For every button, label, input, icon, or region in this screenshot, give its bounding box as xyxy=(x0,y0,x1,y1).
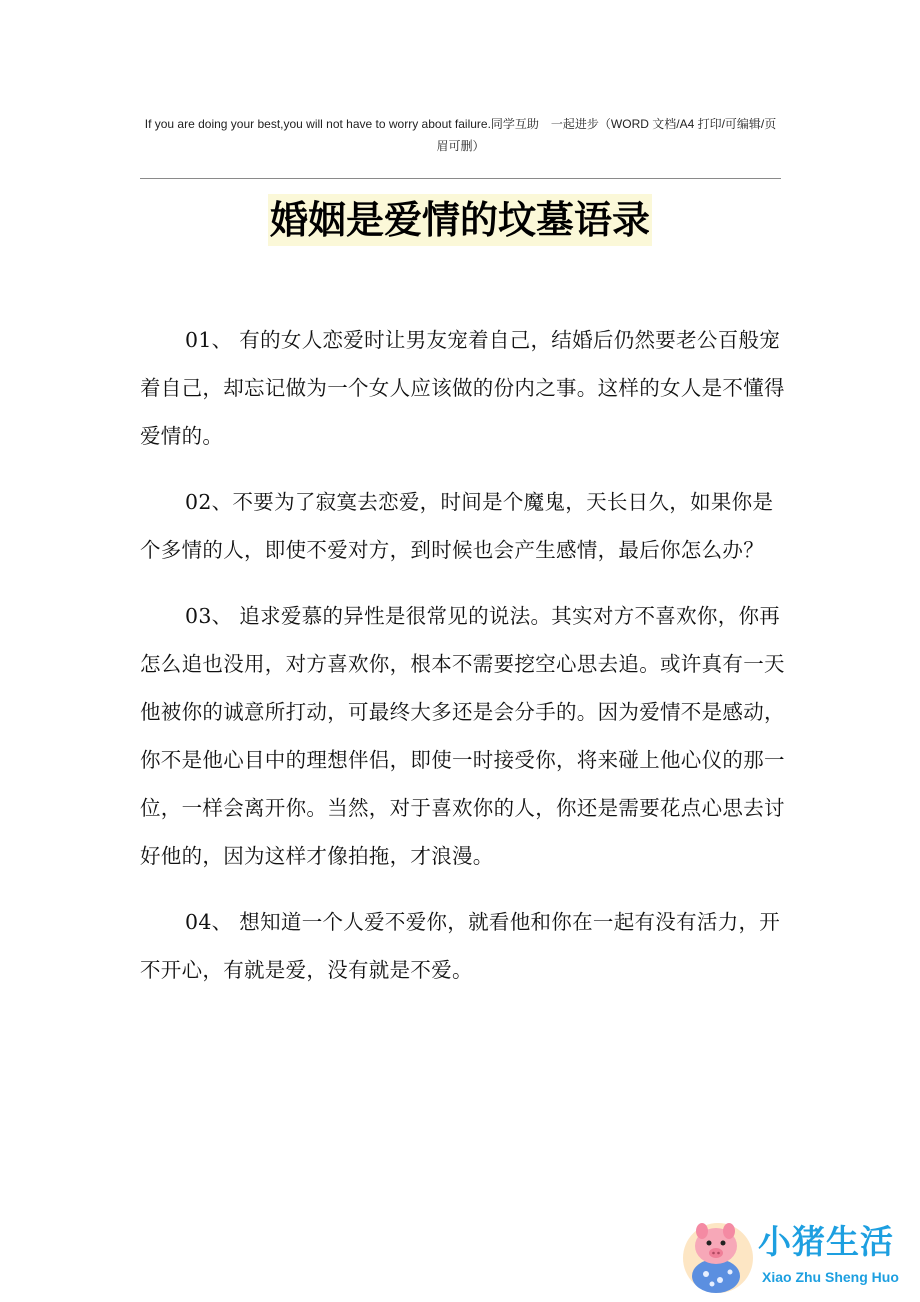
document-body xyxy=(140,316,790,1012)
quote-paragraph-4: 04、 想知道一个人爱不爱你，就看他和你在一起有没有活力，开不开心，有就是爱，没有就是不爱。 xyxy=(140,910,781,982)
watermark-logo xyxy=(678,1216,918,1296)
watermark-en: Xiao Zhu Sheng Huo xyxy=(762,1269,899,1285)
quote-paragraph-2: 02、不要为了寂寞去恋爱，时间是个魔鬼，天长日久，如果你是个多情的人，即使不爱对方，到时候也会产生感情，最后你怎么办？ xyxy=(140,490,774,562)
pig-mascot-icon xyxy=(678,1216,758,1296)
watermark-cn: 小猪生活 xyxy=(758,1222,894,1261)
title-container xyxy=(0,194,920,246)
quote-paragraph-1: 01、 有的女人恋爱时让男友宠着自己，结婚后仍然要老公百般宠着自己，却忘记做为一个女人应该做的份内之事。这样的女人是不懂得爱情的。 xyxy=(140,328,785,448)
quote-paragraph-3: 03、 追求爱慕的异性是很常见的说法。其实对方不喜欢你，你再怎么追也没用，对方喜欢你，根本不需要挖空心思去追。或许真有一天他被你的诚意所打动，可最终大多还是会分手的。因为爱情不是感动，你不是他心目中的理想伴侣，即使一时接受你，将来碰上他心仪的那一位，一样会离开你。当然，对于喜欢你的人，你还是需要花点心思去讨好他的，因为这样才像拍拖，才浪漫。 xyxy=(140,604,785,868)
document-title: 婚姻是爱情的坟墓语录 xyxy=(268,194,652,246)
page-header: If you are doing your best,you will not have to worry about failure.同学互助 一起进步（WORD 文档/A4 打印/可编辑/页眉可删） xyxy=(144,117,777,153)
header-divider xyxy=(140,178,781,179)
